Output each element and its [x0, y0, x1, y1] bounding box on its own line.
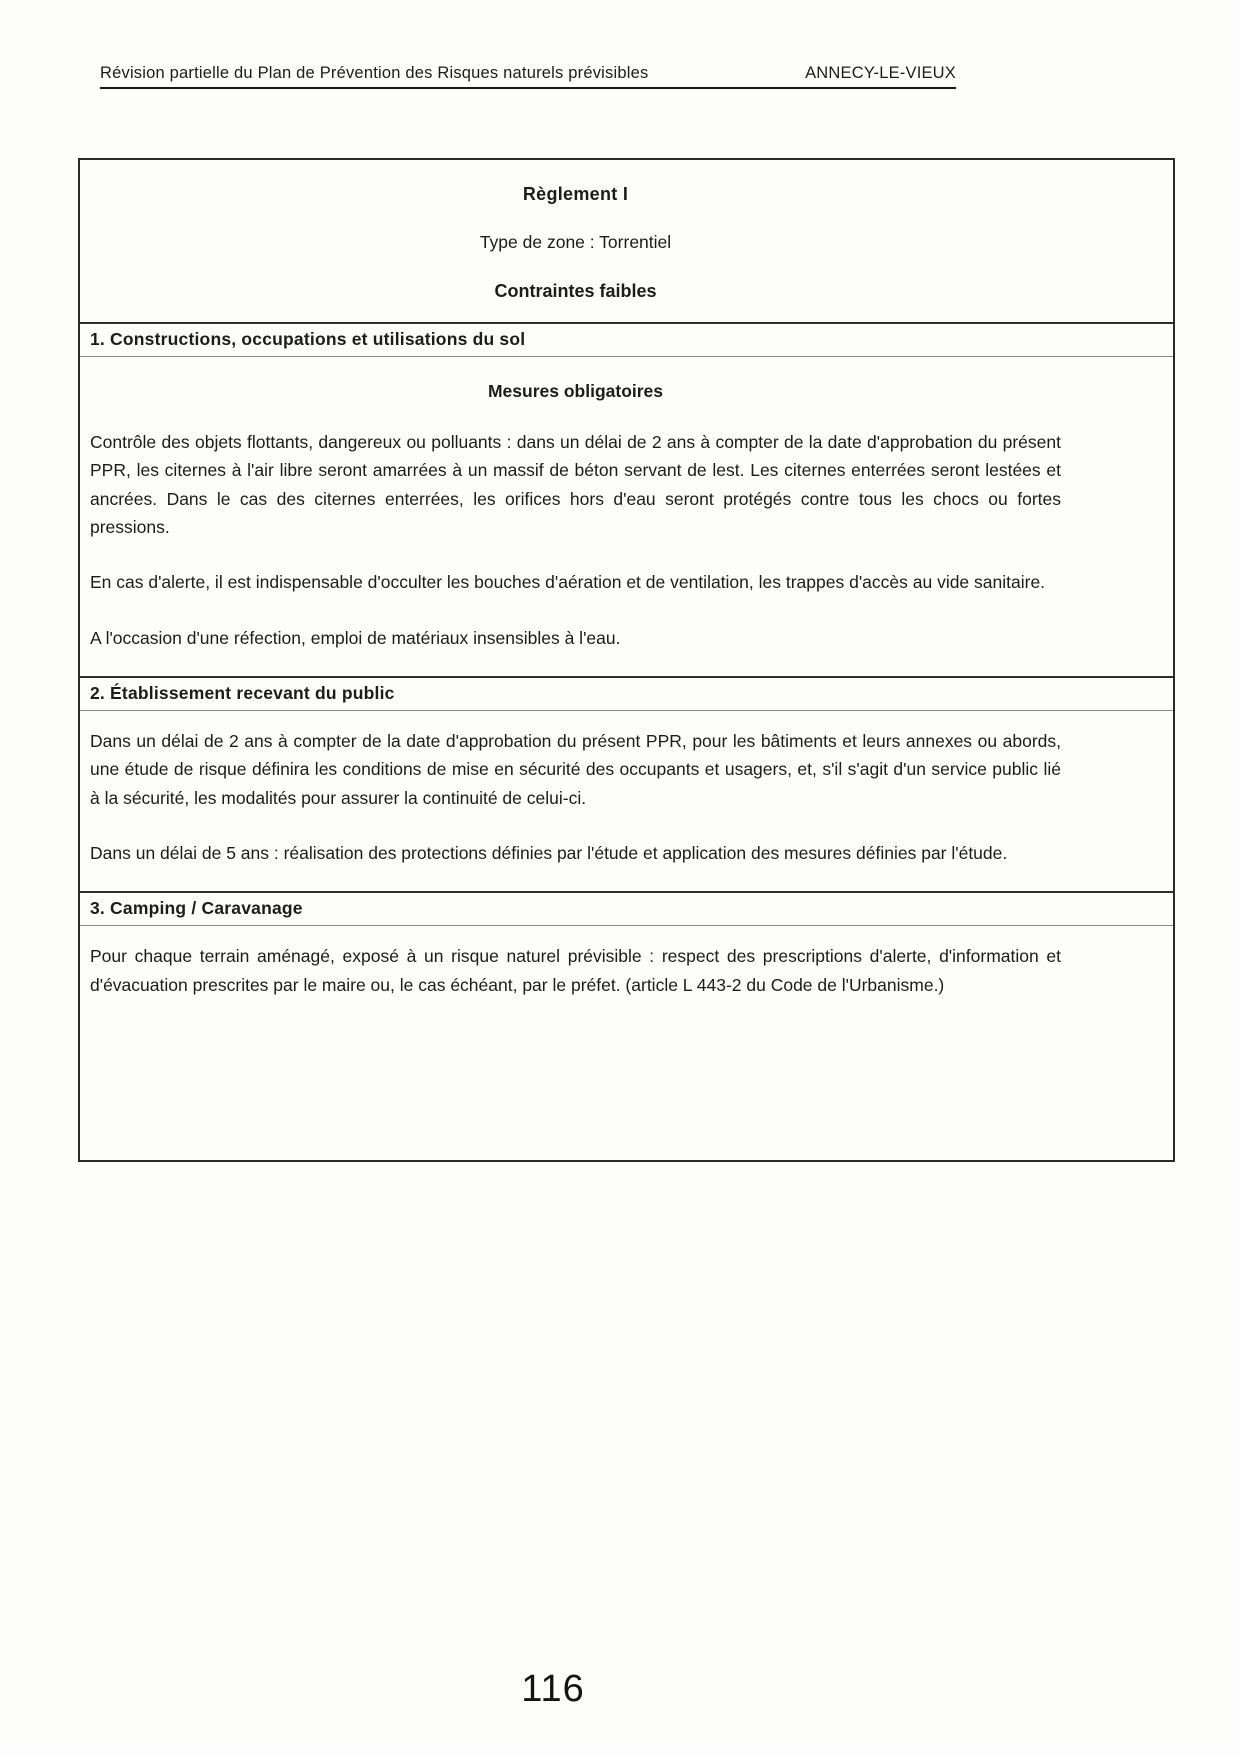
- section-1-heading: 1. Constructions, occupations et utilisations du sol: [80, 322, 1173, 357]
- section-3-body: [80, 926, 1173, 1023]
- paragraph: En cas d'alerte, il est indispensable d'occulter les bouches d'aération et de ventilation, les trappes d'accès au vide sanitaire.: [90, 572, 1046, 593]
- page-header: [100, 64, 956, 89]
- paragraph: Contrôle des objets flottants, dangereux ou polluants : dans un délai de 2 ans à compter de la date d'approbation du présent PPR, les citernes à l'air libre seront amarrées à un massif de béton servant de lest. Les citernes enterrées seront lestées et ancrées. Dans le cas des citernes enterrées, les orifices hors d'eau seront protégés contre tous les chocs ou fortes pressions.: [90, 432, 1061, 538]
- regulation-box: [78, 158, 1175, 1162]
- regulation-title: Règlement I: [522, 184, 629, 204]
- paragraph: A l'occasion d'une réfection, emploi de matériaux insensibles à l'eau.: [90, 627, 621, 648]
- paragraph: Dans un délai de 5 ans : réalisation des protections définies par l'étude et application des mesures définies par l'étude.: [90, 843, 1008, 864]
- paragraph: Dans un délai de 2 ans à compter de la date d'approbation du présent PPR, pour les bâtiments et leurs annexes ou abords, une étude de risque définira les conditions de mise en sécurité des occupants et usagers, et, s'il s'agit d'un service public lié à la sécurité, les modalités pour assurer la continuité de celui-ci.: [90, 731, 1061, 808]
- constraint-level-label: Contraintes faibles: [494, 281, 657, 301]
- header-document-title: Révision partielle du Plan de Prévention des Risques naturels prévisibles: [100, 64, 649, 82]
- section-1-body: [80, 357, 1173, 676]
- header-commune-name: ANNECY-LE-VIEUX: [805, 64, 956, 82]
- section-3-heading: 3. Camping / Caravanage: [80, 891, 1173, 926]
- paragraph: Pour chaque terrain aménagé, exposé à un risque naturel prévisible : respect des prescriptions d'alerte, d'information et d'évacuation prescrites par le maire ou, le cas échéant, par le préfet. (article L 443-2 du Code de l'Urbanisme.): [90, 946, 1061, 995]
- section-2-heading: 2. Établissement recevant du public: [80, 676, 1173, 711]
- title-block: [80, 160, 1173, 322]
- zone-type-label: Type de zone : Torrentiel: [479, 232, 672, 252]
- section-2-body: [80, 711, 1173, 891]
- page-number: 116: [521, 1668, 585, 1710]
- mandatory-measures-subheading: Mesures obligatoires: [487, 381, 664, 401]
